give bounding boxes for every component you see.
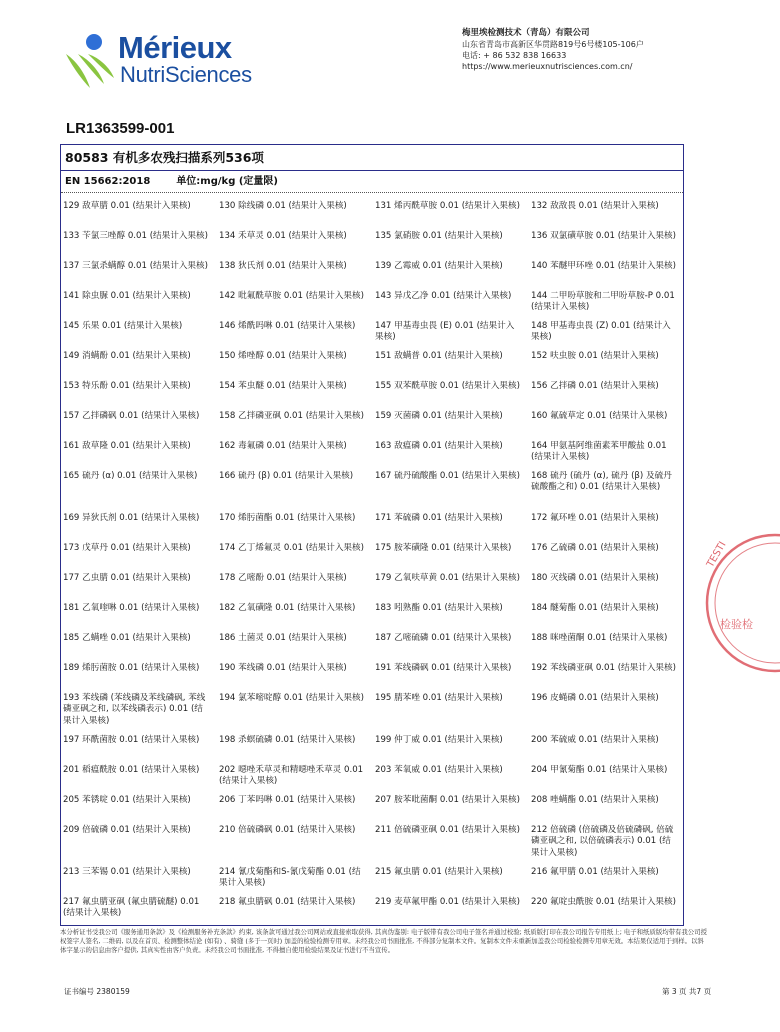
seal-stamp-icon: [700, 528, 780, 678]
svg-text:检验检: 检验检: [720, 618, 753, 631]
analyte-cell: 133 苄氯三唑醇 0.01 (结果计入果核): [63, 231, 208, 241]
analyte-cell: 137 三氯杀螨醇 0.01 (结果计入果核): [63, 261, 208, 271]
analyte-cell: 189 烯肟菌胺 0.01 (结果计入果核): [63, 663, 200, 673]
analyte-cell: 158 乙拌磷亚砜 0.01 (结果计入果核): [219, 411, 364, 421]
analyte-cell: 168 硫丹 (硫丹 (α), 硫丹 (β) 及硫丹硫酸酯之和) 0.01 (结果计入果核): [531, 471, 672, 493]
results-table: [60, 144, 684, 926]
analyte-cell: 214 氰戊菊酯和S-氰戊菊酯 0.01 (结果计入果核): [219, 867, 361, 889]
analyte-cell: 193 苯线磷 (苯线磷及苯线磷砜, 苯线磷亚砜之和, 以苯线磷表示) 0.01 (结果计入果核): [63, 693, 206, 726]
analyte-cell: 208 唑螨酯 0.01 (结果计入果核): [531, 795, 659, 805]
analyte-cell: 173 戊草丹 0.01 (结果计入果核): [63, 543, 191, 553]
analyte-cell: 194 氯苯嘧啶醇 0.01 (结果计入果核): [219, 693, 364, 703]
analyte-cell: 213 三苯锡 0.01 (结果计入果核): [63, 867, 191, 877]
analyte-cell: 171 苯硫磷 0.01 (结果计入果核): [375, 513, 503, 523]
analyte-cell: 207 胺苯吡菌酮 0.01 (结果计入果核): [375, 795, 520, 805]
analyte-cell: 181 乙氧喹啉 0.01 (结果计入果核): [63, 603, 200, 613]
analyte-cell: 156 乙拌磷 0.01 (结果计入果核): [531, 381, 659, 391]
analyte-cell: 151 敌螨普 0.01 (结果计入果核): [375, 351, 503, 361]
analyte-cell: 216 氟甲腈 0.01 (结果计入果核): [531, 867, 659, 877]
analyte-cell: 183 吲熟酯 0.01 (结果计入果核): [375, 603, 503, 613]
analyte-cell: 218 氟虫腈砜 0.01 (结果计入果核): [219, 897, 356, 907]
analyte-cell: 191 苯线磷砜 0.01 (结果计入果核): [375, 663, 512, 673]
analyte-cell: 203 苯氧威 0.01 (结果计入果核): [375, 765, 503, 775]
analyte-cell: 211 倍硫磷亚砜 0.01 (结果计入果核): [375, 825, 520, 835]
analyte-cell: 143 异戊乙净 0.01 (结果计入果核): [375, 291, 512, 301]
svg-text:TESTI: TESTI: [705, 539, 729, 570]
analyte-cell: 199 仲丁威 0.01 (结果计入果核): [375, 735, 503, 745]
analyte-cell: 187 乙嘧硫磷 0.01 (结果计入果核): [375, 633, 512, 643]
analyte-cell: 144 二甲吩草胺和二甲吩草胺-P 0.01 (结果计入果核): [531, 291, 675, 313]
analyte-cell: 131 烯丙酰草胺 0.01 (结果计入果核): [375, 201, 520, 211]
company-phone: 电话: + 86 532 838 16633: [462, 51, 567, 60]
analyte-cell: 197 环酰菌胺 0.01 (结果计入果核): [63, 735, 200, 745]
analyte-cell: 220 氟啶虫酰胺 0.01 (结果计入果核): [531, 897, 676, 907]
analyte-cell: 162 毒氟磷 0.01 (结果计入果核): [219, 441, 347, 451]
analyte-cell: 136 双氯磺草胺 0.01 (结果计入果核): [531, 231, 676, 241]
analyte-cell: 182 乙氧磺隆 0.01 (结果计入果核): [219, 603, 356, 613]
analyte-cell: 129 敌草腈 0.01 (结果计入果核): [63, 201, 191, 211]
analyte-cell: 155 双苯酰草胺 0.01 (结果计入果核): [375, 381, 520, 391]
analyte-cell: 180 灭线磷 0.01 (结果计入果核): [531, 573, 659, 583]
logo-text-nutrisciences: NutriSciences: [120, 62, 252, 87]
analyte-cell: 142 吡氟酰草胺 0.01 (结果计入果核): [219, 291, 364, 301]
analyte-cell: 204 甲氰菊酯 0.01 (结果计入果核): [531, 765, 668, 775]
analyte-cell: 130 除线磷 0.01 (结果计入果核): [219, 201, 347, 211]
analyte-cell: 179 乙氧呋草黄 0.01 (结果计入果核): [375, 573, 520, 583]
analyte-cell: 186 土菌灵 0.01 (结果计入果核): [219, 633, 347, 643]
analyte-cell: 152 呋虫胺 0.01 (结果计入果核): [531, 351, 659, 361]
logo-text-merieux: Mérieux: [118, 30, 232, 65]
analyte-cell: 185 乙螨唑 0.01 (结果计入果核): [63, 633, 191, 643]
analyte-cell: 164 甲氨基阿维菌素苯甲酸盐 0.01 (结果计入果核): [531, 441, 667, 463]
analyte-cell: 209 倍硫磷 0.01 (结果计入果核): [63, 825, 191, 835]
analyte-cell: 205 苯锈啶 0.01 (结果计入果核): [63, 795, 191, 805]
analyte-cell: 215 氟虫腈 0.01 (结果计入果核): [375, 867, 503, 877]
unit-label: 单位:mg/kg (定量限): [176, 176, 278, 187]
analyte-cell: 192 苯线磷亚砜 0.01 (结果计入果核): [531, 663, 676, 673]
analyte-cell: 157 乙拌磷砜 0.01 (结果计入果核): [63, 411, 200, 421]
certificate-number: 证书编号 2380159: [64, 987, 130, 996]
company-url: https://www.merieuxnutrisciences.com.cn/: [462, 62, 633, 71]
analyte-cell: 141 除虫脲 0.01 (结果计入果核): [63, 291, 191, 301]
analyte-cell: 174 乙丁烯氟灵 0.01 (结果计入果核): [219, 543, 364, 553]
analyte-cell: 161 敌草隆 0.01 (结果计入果核): [63, 441, 191, 451]
analyte-cell: 188 咪唑菌酮 0.01 (结果计入果核): [531, 633, 668, 643]
analyte-cell: 196 皮蝇磷 0.01 (结果计入果核): [531, 693, 659, 703]
analyte-cell: 147 甲基毒虫畏 (E) 0.01 (结果计入果核): [375, 321, 515, 343]
merieux-logo: [64, 28, 254, 94]
analyte-cell: 201 稻瘟酰胺 0.01 (结果计入果核): [63, 765, 200, 775]
analyte-cell: 212 倍硫磷 (倍硫磷及倍硫磷砜, 倍硫磷亚砜之和, 以倍硫磷表示) 0.01 (结果计入果核): [531, 825, 674, 858]
analyte-cell: 166 硫丹 (β) 0.01 (结果计入果核): [219, 471, 354, 481]
analyte-cell: 159 灭菌磷 0.01 (结果计入果核): [375, 411, 503, 421]
analyte-cell: 178 乙嘧酚 0.01 (结果计入果核): [219, 573, 347, 583]
analyte-cell: 139 乙霉威 0.01 (结果计入果核): [375, 261, 503, 271]
analyte-cell: 206 丁苯吗啉 0.01 (结果计入果核): [219, 795, 356, 805]
analyte-cell: 172 氟环唑 0.01 (结果计入果核): [531, 513, 659, 523]
analyte-cell: 219 麦草氟甲酯 0.01 (结果计入果核): [375, 897, 520, 907]
analyte-cell: 149 消螨酚 0.01 (结果计入果核): [63, 351, 191, 361]
report-number: LR1363599-001: [66, 120, 175, 137]
analyte-cell: 198 杀螟硫磷 0.01 (结果计入果核): [219, 735, 356, 745]
company-address: 山东省青岛市高新区华贯路819号6号楼105-106户: [462, 40, 644, 49]
analyte-cell: 138 狄氏剂 0.01 (结果计入果核): [219, 261, 347, 271]
analyte-cell: 148 甲基毒虫畏 (Z) 0.01 (结果计入果核): [531, 321, 671, 343]
page-number: 第 3 页 共7 页: [662, 987, 712, 996]
analyte-cell: 176 乙硫磷 0.01 (结果计入果核): [531, 543, 659, 553]
analyte-cell: 134 禾草灵 0.01 (结果计入果核): [219, 231, 347, 241]
analyte-cell: 175 胺苯磺隆 0.01 (结果计入果核): [375, 543, 512, 553]
method-standard: EN 15662:2018: [65, 176, 151, 187]
analyte-cell: 145 乐果 0.01 (结果计入果核): [63, 321, 183, 331]
analyte-cell: 163 敌瘟磷 0.01 (结果计入果核): [375, 441, 503, 451]
analyte-cell: 167 硫丹硫酸酯 0.01 (结果计入果核): [375, 471, 520, 481]
analyte-cell: 154 苯虫醚 0.01 (结果计入果核): [219, 381, 347, 391]
analyte-cell: 153 特乐酚 0.01 (结果计入果核): [63, 381, 191, 391]
analyte-cell: 177 乙虫腈 0.01 (结果计入果核): [63, 573, 191, 583]
table-title: 80583 有机多农残扫描系列536项: [61, 145, 683, 171]
analyte-cell: 135 氯硝胺 0.01 (结果计入果核): [375, 231, 503, 241]
company-info: [462, 28, 644, 72]
analyte-cell: 165 硫丹 (α) 0.01 (结果计入果核): [63, 471, 198, 481]
analyte-cell: 170 烯肟菌酯 0.01 (结果计入果核): [219, 513, 356, 523]
table-subheader: [61, 171, 683, 193]
analyte-cell: 200 苯硫威 0.01 (结果计入果核): [531, 735, 659, 745]
company-name: 梅里埃检测技术（青岛）有限公司: [462, 28, 590, 38]
analyte-cell: 217 氟虫腈亚砜 (氟虫腈硫醚) 0.01 (结果计入果核): [63, 897, 200, 919]
analyte-cell: 195 腈苯唑 0.01 (结果计入果核): [375, 693, 503, 703]
analyte-cell: 169 异狄氏剂 0.01 (结果计入果核): [63, 513, 200, 523]
analyte-cell: 202 噁唑禾草灵和精噁唑禾草灵 0.01 (结果计入果核): [219, 765, 364, 787]
analyte-cell: 140 苯醚甲环唑 0.01 (结果计入果核): [531, 261, 676, 271]
analyte-cell: 146 烯酰吗啉 0.01 (结果计入果核): [219, 321, 356, 331]
analyte-cell: 190 苯线磷 0.01 (结果计入果核): [219, 663, 347, 673]
analyte-cell: 150 烯唑醇 0.01 (结果计入果核): [219, 351, 347, 361]
analyte-cell: 184 醚菊酯 0.01 (结果计入果核): [531, 603, 659, 613]
footer-disclaimer: 本分析证书受我公司《服务通用条款》及《检测服务补充条款》约束, 该条款可通过我公司网站或直接索取获得, 其真伪鉴别: 电子版带有我公司电子签名并通过校验; 纸质版打印在我公司报告专用纸上; 电子和纸质版均带有我公司授权签字人签名, 二维码, 以及在首页、检测整体结论 (如有) 、骑缝 (多于一页时) 加盖的检验检测专用章。未经我公司书面批准, 不得部分复制本文件。复制本文件未重新加盖我公司检验检测专用章无效。本结果仅适用于到样。以斜体字显示的信息由客户提供, 其真实性由客户负责。未经我公司书面批准, 不得擅自使用检验结果及证书进行不当宣传。: [60, 928, 707, 954]
analyte-cell: 160 氟硫草定 0.01 (结果计入果核): [531, 411, 668, 421]
logo-mark-icon: [64, 32, 118, 90]
analyte-cell: 210 倍硫磷砜 0.01 (结果计入果核): [219, 825, 356, 835]
analyte-cell: 132 敌敌畏 0.01 (结果计入果核): [531, 201, 659, 211]
